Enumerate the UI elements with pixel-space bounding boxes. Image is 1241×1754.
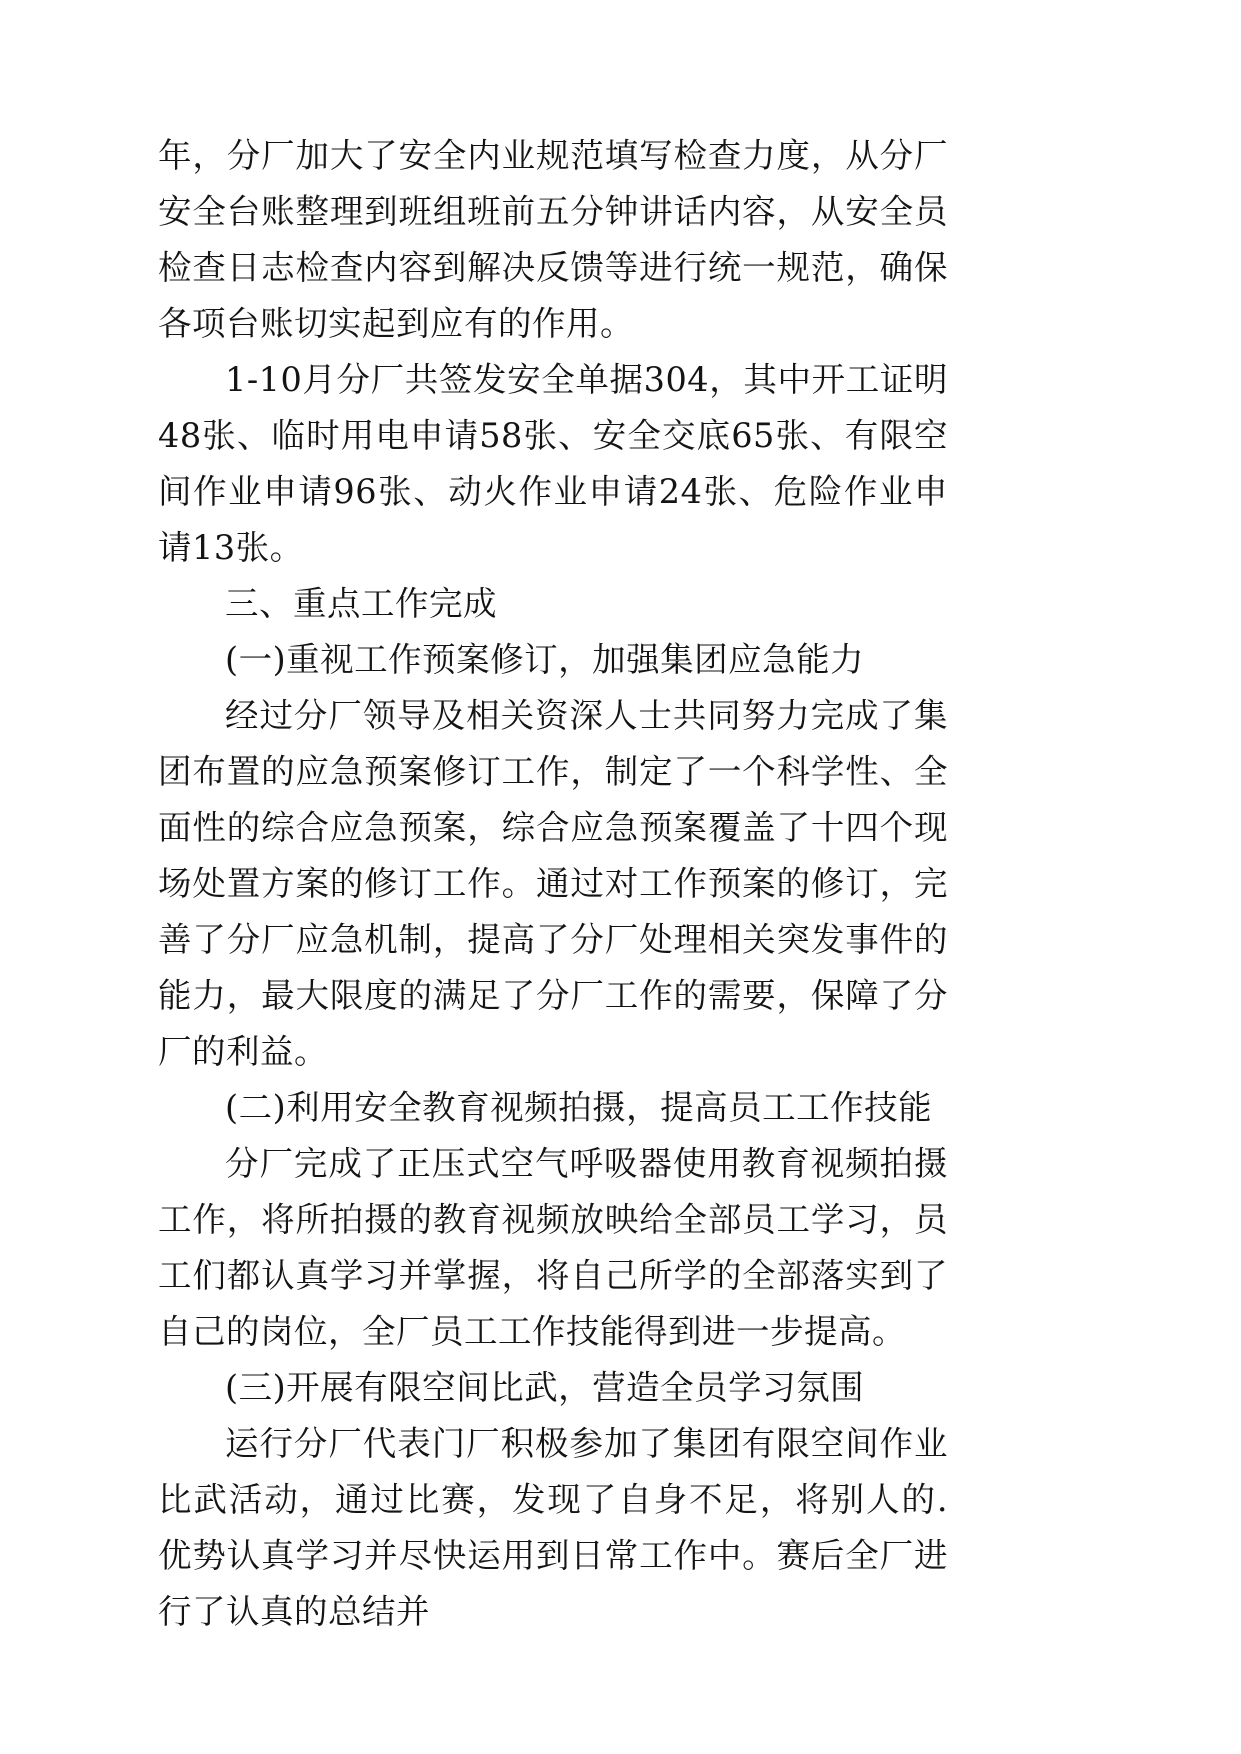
heading-section-three: 三、重点工作完成 xyxy=(225,584,497,623)
paragraph-emergency-plan-revision: 经过分厂领导及相关资深人士共同努力完成了集团布置的应急预案修订工作，制定了一个科学性、全面性的综合应急预案，综合应急预案覆盖了十四个现场处置方案的修订工作。通过对工作预案的修订，完善了分厂应急机制，提高了分厂处理相关突发事件的能力，最大限度的满足了分厂工作的需要，保障了分厂的利益。 xyxy=(158,696,948,1071)
document-body xyxy=(158,128,948,1640)
heading-subsection-one: (一)重视工作预案修订，加强集团应急能力 xyxy=(225,640,865,679)
heading-subsection-three: (三)开展有限空间比武，营造全员学习氛围 xyxy=(225,1368,865,1407)
paragraph-safety-documents-count: 1-10月分厂共签发安全单据304，其中开工证明48张、临时用电申请58张、安全交底65张、有限空间作业申请96张、动火作业申请24张、危险作业申请13张。 xyxy=(158,360,948,567)
paragraph-safety-education-video: 分厂完成了正压式空气呼吸器使用教育视频拍摄工作，将所拍摄的教育视频放映给全部员工学习，员工们都认真学习并掌握，将自己所学的全部落实到了自己的岗位，全厂员工工作技能得到进一步提高。 xyxy=(158,1144,948,1351)
heading-subsection-two: (二)利用安全教育视频拍摄，提高员工工作技能 xyxy=(225,1088,933,1127)
paragraph-continued-safety-standards: 年，分厂加大了安全内业规范填写检查力度，从分厂安全台账整理到班组班前五分钟讲话内容，从安全员检查日志检查内容到解决反馈等进行统一规范，确保各项台账切实起到应有的作用。 xyxy=(158,136,948,343)
paragraph-confined-space-competition: 运行分厂代表门厂积极参加了集团有限空间作业比武活动，通过比赛，发现了自身不足，将别人的.优势认真学习并尽快运用到日常工作中。赛后全厂进行了认真的总结并 xyxy=(158,1424,948,1631)
